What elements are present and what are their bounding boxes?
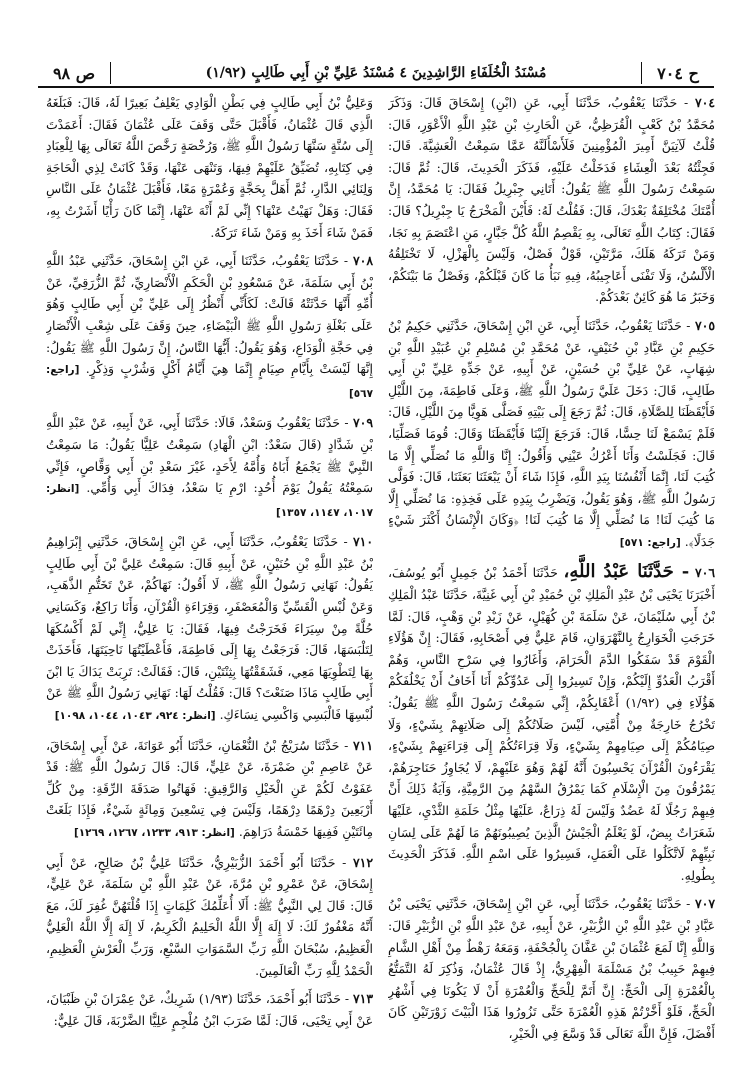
- hadith-text-block: [46, 250, 373, 405]
- hadith-number: ٧١٠: [353, 534, 373, 550]
- hadith-text: - حَدَّثَنَا يَعْقُوبُ، حَدَّثَنَا أَبِي، عَنِ ابْنِ إِسْحَاقَ، حَدَّثَنِي حَكِيمُ بْنُ حَكِيمِ بْنِ عَبَّادِ بْنِ حُنَيْفٍ، عَنْ مُحَمَّدِ بْنِ مُسْلِمِ بْنِ عُبَيْدِ اللَّهِ بْنِ شِهَابٍ، عَنْ عَلِيِّ بْنِ حُسَيْنٍ، عَنْ أَبِيهِ، عَنْ جَدِّهِ عَلِيِّ بْنِ أَبِي طَالِبٍ، قَالَ: دَخَلَ عَلَيَّ رَسُولُ اللَّهِ ﷺ، وَعَلَى فَاطِمَةَ، مِنَ اللَّيْلِ فَأَيْقَظَنَا لِلصَّلَاةِ، قَالَ: ثُمَّ رَجَعَ إِلَى بَيْتِهِ فَصَلَّى هَوِيًّا مِنَ اللَّيْلِ، قَالَ: فَلَمْ يَسْمَعْ لَنَا حِسًّا، قَالَ: فَرَجَعَ إِلَيْنَا فَأَيْقَظَنَا وَقَالَ: قُومَا فَصَلِّيَا، قَالَ: فَجَلَسْتُ وَأَنَا أَعْرُكُ عَيْنِي وَأَقُولُ: إِنَّا وَاللَّهِ مَا نُصَلِّي إِلَّا مَا كُتِبَ لَنَا، إِنَّمَا أَنْفُسُنَا بِيَدِ اللَّهِ، فَإِذَا شَاءَ أَنْ يَبْعَثَنَا بَعَثَنَا، قَالَ: فَوَلَّى رَسُولُ اللَّهِ ﷺ، وَهُوَ يَقُولُ، وَيَضْرِبُ بِيَدِهِ عَلَى فَخِذِهِ: مَا نُصَلِّي إِلَّا مَا كُتِبَ لَنَا! مَا نُصَلِّي إِلَّا مَا كُتِبَ لَنَا! ﴿وَكَانَ الْإِنْسَانُ أَكْثَرَ شَيْءٍ جَدَلًا﴾.: [388, 317, 715, 549]
- hadith-text: - حَدَّثَنَا سُرَيْجُ بْنُ النُّعْمَانِ، حَدَّثَنَا أَبُو عَوَانَةَ، عَنْ أَبِي إِسْحَاقَ، عَنْ عَاصِمِ بْنِ ضَمْرَةَ، عَنْ عَلِيٍّ، قَالَ: قَالَ رَسُولُ اللَّهِ ﷺ: قَدْ عَفَوْتُ لَكُمْ عَنِ الْخَيْلِ وَالرَّقِيقِ: فَهَاتُوا صَدَقَةَ الرِّقَةِ: مِنْ كُلِّ أَرْبَعِينَ دِرْهَمًا دِرْهَمًا، وَلَيْسَ فِي تِسْعِينَ وَمِائَةٍ شَيْءٌ، فَإِذَا بَلَغَتْ مِائَتَيْنِ فَفِيهَا خَمْسَةُ دَرَاهِمَ.: [46, 737, 373, 839]
- hadith-text-block: [46, 852, 373, 982]
- hadith-text: - حَدَّثَنَا يَعْقُوبُ وَسَعْدٌ، قَالَا: حَدَّثَنَا أَبِي، عَنْ أَبِيهِ، عَنْ عَبْدِ اللَّهِ بْنِ شَدَّادٍ (قَالَ سَعْدٌ: ابْنِ الْهَادِ) سَمِعْتُ عَلِيًّا يَقُولُ: مَا سَمِعْتُ النَّبِيَّ ﷺ يَجْمَعُ أَبَاهُ وَأُمَّهُ لِأَحَدٍ، غَيْرَ سَعْدِ بْنِ أَبِي وَقَّاصٍ، فَإِنِّي سَمِعْتُهُ يَقُولُ يَوْمَ أُحُدٍ: ارْمِ يَا سَعْدُ، فِدَاكَ أَبِي وَأُمِّي.: [46, 415, 373, 496]
- hadith-text-block: [388, 561, 715, 886]
- hadith-reference: [انظر: ١٠١٧، ١١٤٧، ١٣٥٧]: [46, 483, 373, 519]
- hadith-number: ٧٠٤: [695, 95, 715, 110]
- hadith-entry: [388, 893, 715, 1044]
- hadith-text-block: [46, 735, 373, 845]
- hadith-text: - حَدَّثَنَا أَبُو أَحْمَدَ الزُّبَيْرِيُّ، حَدَّثَنَا عَلِيُّ بْنُ صَالِحٍ، عَنْ أَبِي إِسْحَاقَ، عَنْ عَمْرِو بْنِ مُرَّةَ، عَنْ عَبْدِ اللَّهِ بْنِ سَلَمَةَ، عَنْ عَلِيٍّ، قَالَ: قَالَ لِي النَّبِيُّ ﷺ: أَلَا أُعَلِّمُكَ كَلِمَاتٍ إِذَا قُلْتَهُنَّ غُفِرَ لَكَ، مَعَ أَنَّهُ مَغْفُورٌ لَكَ: لَا إِلَهَ إِلَّا اللَّهُ الْحَلِيمُ الْكَرِيمُ، لَا إِلَهَ إِلَّا اللَّهُ الْعَلِيُّ الْعَظِيمُ، سُبْحَانَ اللَّهِ رَبِّ السَّمَوَاتِ السَّبْعِ، وَرَبِّ الْعَرْشِ الْعَظِيمِ، الْحَمْدُ لِلَّهِ رَبِّ الْعَالَمِينَ.: [46, 854, 373, 978]
- hadith-text-block: [388, 92, 715, 308]
- page-header: [38, 60, 714, 88]
- hadith-text-block: [46, 988, 373, 1031]
- hadith-text: - حَدَّثَنَا أَبُو أَحْمَدَ، حَدَّثَنَا (١/٩٣) شَرِيكٌ، عَنْ عِمْرَانَ بْنِ ظَبْيَانَ، عَنْ أَبِي تِحْيَى، قَالَ: لَمَّا ضَرَبَ ابْنُ مُلْجِمٍ عَلِيًّا الضَّرْبَةَ، قَالَ عَلِيٌّ:: [46, 991, 373, 1028]
- hadith-text-block: [46, 412, 373, 524]
- hadith-number: ٧٠٨: [353, 253, 373, 269]
- hadith-entry: [46, 92, 373, 243]
- hadith-number: ٧٠٩: [353, 415, 373, 431]
- hadith-entry: [388, 315, 715, 555]
- hadith-number: ٧٠٦: [695, 565, 715, 581]
- hadith-number: ٧٠٥: [695, 317, 715, 333]
- left-column: [46, 92, 373, 1076]
- header-divider: [641, 62, 642, 84]
- header-title: مُسْنَدُ الْخُلَفَاءِ الرَّاشِدِينَ ٤ مُسْنَدُ عَلِيِّ بْنِ أَبِي طَالِبٍ (١/٩٢): [205, 65, 547, 81]
- hadith-entry: [388, 561, 715, 886]
- right-column: [388, 92, 715, 1076]
- hadith-text: وَعَلِيُّ بْنُ أَبِي طَالِبٍ فِي بَطْنِ الْوَادِي يَعْلِفُ بَعِيرًا لَهُ، قَالَ: فَبَلَغَهُ الَّذِي قَالَ عُثْمَانُ، فَأَقْبَلَ حَتَّى وَقَفَ عَلَى عُثْمَانَ فَقَالَ: أَعَمَدْتَ إِلَى سُنَّةٍ سَنَّهَا رَسُولُ اللَّهِ ﷺ، وَرُخْصَةٍ رَخَّصَ اللَّهُ تَعَالَى بِهَا لِلْعِبَادِ فِي كِتَابِهِ، تُضَيِّقُ عَلَيْهِمْ فِيهَا، وَتَنْهَى عَنْهَا، وَقَدْ كَانَتْ لِذِي الْحَاجَةِ وَلِنَائِي الدَّارِ، ثُمَّ أَهَلَّ بِحَجَّةٍ وَعُمْرَةٍ مَعًا، فَأَقْبَلَ عُثْمَانُ عَلَى النَّاسِ فَقَالَ: وَهَلْ نَهَيْتُ عَنْهَا؟ إِنِّي لَمْ أَنْهَ عَنْهَا، إِنَّمَا كَانَ رَأْيًا أَشَرْتُ بِهِ، فَمَنْ شَاءَ أَخَذَ بِهِ وَمَنْ شَاءَ تَرَكَهُ.: [46, 95, 373, 240]
- hadith-reference: [انظر: ٩٢٤، ١٠٤٣، ١٠٤٤، ١٠٩٨]: [54, 710, 216, 723]
- hadith-reference: [راجع: ٥٦٧]: [46, 364, 373, 400]
- hadith-entry: [46, 735, 373, 845]
- hadith-text-block: [46, 92, 373, 243]
- hadith-text-block: [46, 531, 373, 727]
- hadith-entry: [46, 412, 373, 524]
- hadith-entry: [46, 250, 373, 405]
- hadith-text: حَدَّثَنَا أَحْمَدُ بْنُ جَمِيلٍ أَبُو يُوسُفَ، أَخْبَرَنَا يَحْيَى بْنُ عَبْدِ الْمَلِكِ بْنِ حُمَيْدِ بْنِ أَبِي غَنِيَّةَ، حَدَّثَنَا عَبْدُ الْمَلِكِ بْنُ أَبِي سُلَيْمَانَ، عَنْ سَلَمَةَ بْنِ كُهَيْلٍ، عَنْ زَيْدِ بْنِ وَهْبٍ، قَالَ: لَمَّا خَرَجَتِ الْخَوَارِجُ بِالنَّهْرَوَانِ، قَامَ عَلِيٌّ فِي أَصْحَابِهِ، فَقَالَ: إِنَّ هَؤُلَاءِ الْقَوْمَ قَدْ سَفَكُوا الدَّمَ الْحَرَامَ، وَأَغَارُوا فِي سَرْحِ النَّاسِ، وَهُمْ أَقْرَبُ الْعَدُوِّ إِلَيْكُمْ، وَإِنْ تَسِيرُوا إِلَى عَدُوِّكُمْ أَنَا أَخَافُ أَنْ يَخْلُفَكُمْ هَؤُلَاءِ فِي (١/٩٢) أَعْقَابِكُمْ، إِنِّي سَمِعْتُ رَسُولَ اللَّهِ ﷺ يَقُولُ: تَخْرُجُ خَارِجَةٌ مِنْ أُمَّتِي، لَيْسَ صَلَاتُكُمْ إِلَى صَلَاتِهِمْ بِشَيْءٍ، وَلَا صِيَامُكُمْ إِلَى صِيَامِهِمْ بِشَيْءٍ، وَلَا قِرَاءَتُكُمْ إِلَى قِرَاءَتِهِمْ بِشَيْءٍ، يَقْرَءُونَ الْقُرْآنَ يَحْسِبُونَ أَنَّهُ لَهُمْ وَهُوَ عَلَيْهِمْ، لَا يُجَاوِزُ حَنَاجِرَهُمْ، يَمْرُقُونَ مِنَ الْإِسْلَامِ كَمَا يَمْرُقُ السَّهْمُ مِنَ الرَّمِيَّةِ، وَآيَةُ ذَلِكَ أَنَّ فِيهِمْ رَجُلًا لَهُ عَضُدٌ وَلَيْسَ لَهُ ذِرَاعٌ، عَلَيْهَا مِثْلُ حَلَمَةِ الثَّدْيِ، عَلَيْهَا شَعَرَاتٌ بِيضٌ، لَوْ يَعْلَمُ الْجَيْشُ الَّذِينَ يُصِيبُونَهُمْ مَا لَهُمْ عَلَى لِسَانِ نَبِيِّهِمْ لَاتَّكَلُوا عَلَى الْعَمَلِ، فَسِيرُوا عَلَى اسْمِ اللَّهِ. فَذَكَرَ الْحَدِيثَ بِطُولِهِ.: [388, 565, 715, 883]
- header-page-number: ص ٩٨: [52, 63, 96, 83]
- hadith-text: - حَدَّثَنَا يَعْقُوبُ، حَدَّثَنَا أَبِي، عَنِ ابْنِ إِسْحَاقَ، حَدَّثَنِي يَحْيَى بْنُ عَبَّادِ بْنِ عَبْدِ اللَّهِ بْنِ الزُّبَيْرِ، عَنْ أَبِيهِ، عَنْ عَبْدِ اللَّهِ بْنِ الزُّبَيْرِ قَالَ: وَاللَّهِ إِنَّا لَمَعَ عُثْمَانَ بْنِ عَفَّانَ بِالْجُحْفَةِ، وَمَعَهُ رَهْطٌ مِنْ أَهْلِ الشَّامِ فِيهِمْ حَبِيبُ بْنُ مَسْلَمَةَ الْفِهْرِيُّ، إِذْ قَالَ عُثْمَانُ، وَذُكِرَ لَهُ التَّمَتُّعُ بِالْعُمْرَةِ إِلَى الْحَجِّ: إِنَّ أَتَمَّ لِلْحَجِّ وَالْعُمْرَةِ أَنْ لَا يَكُونَا فِي أَشْهُرِ الْحَجِّ، فَلَوْ أَخَّرْتُمْ هَذِهِ الْعُمْرَةَ حَتَّى تَزُورُوا هَذَا الْبَيْتَ زَوْرَتَيْنِ كَانَ أَفْضَلَ، فَإِنَّ اللَّهَ تَعَالَى قَدْ وَسَّعَ فِي الْخَيْرِ،: [388, 896, 715, 1041]
- hadith-text-block: [388, 315, 715, 555]
- hadith-heading: - حَدَّثَنَا عَبْدُ اللَّهِ،: [563, 561, 690, 583]
- hadith-text-block: [388, 893, 715, 1044]
- hadith-reference: [انظر: ٩١٣، ١٢٣٣، ١٢٦٧، ١٢٦٩]: [73, 827, 235, 839]
- hadith-entry: [46, 988, 373, 1031]
- hadith-number: ٧١٢: [353, 854, 373, 870]
- header-divider: [110, 62, 111, 84]
- hadith-entry: [46, 852, 373, 982]
- hadith-text: - حَدَّثَنَا يَعْقُوبُ، حَدَّثَنَا أَبِي، عَنِ ابْنِ إِسْحَاقَ، حَدَّثَنِي إِبْرَاهِيمُ بْنُ عَبْدِ اللَّهِ بْنِ حُنَيْنٍ، عَنْ أَبِيهِ قَالَ: سَمِعْتُ عَلِيَّ بْنَ أَبِي طَالِبٍ يَقُولُ: نَهَانِي رَسُولُ اللَّهِ ﷺ، لَا أَقُولُ: نَهَاكُمْ، عَنْ تَخَتُّمِ الذَّهَبِ، وَعَنْ لُبْسِ الْقَسِّيِّ وَالْمُعَصْفَرِ، وَقِرَاءَةِ الْقُرْآنِ، وَأَنَا رَاكِعٌ، وَكَسَانِي حُلَّةً مِنْ سِيَرَاءَ فَخَرَجْتُ فِيهَا، فَقَالَ: يَا عَلِيُّ، إِنِّي لَمْ أَكْسُكَهَا لِتَلْبَسَهَا، قَالَ: فَرَجَعْتُ بِهَا إِلَى فَاطِمَةَ، فَأَعْطَيْتُهَا نَاحِيَتَهَا، فَأَخَذَتْ بِهَا لِتَطْوِيَهَا مَعِي، فَشَقَقْتُهَا بِثِنْتَيْنِ، قَالَ: فَقَالَتْ: تَرِبَتْ يَدَاكَ يَا ابْنَ أَبِي طَالِبٍ مَاذَا صَنَعْتَ؟ قَالَ: فَقُلْتُ لَهَا: نَهَانِي رَسُولُ اللَّهِ ﷺ عَنْ لُبْسِهَا فَالْبَسِي وَاكْسِي نِسَاءَكِ.: [46, 534, 373, 723]
- hadith-text: - حَدَّثَنَا يَعْقُوبُ، حَدَّثَنَا أَبِي، عَنِ (ابْنِ) إِسْحَاقَ قَالَ: وَذَكَرَ مُحَمَّدُ بْنُ كَعْبٍ الْقُرَظِيُّ، عَنِ الْحَارِثِ بْنِ عَبْدِ اللَّهِ الْأَعْوَرِ، قَالَ: قُلْتُ لَآتِيَنَّ أَمِيرَ الْمُؤْمِنِينَ فَلَأَسْأَلَنَّهُ عَمَّا سَمِعْتُ الْعَشِيَّةَ. قَالَ: فَجِئْتُهُ بَعْدَ الْعِشَاءِ فَدَخَلْتُ عَلَيْهِ، فَذَكَرَ الْحَدِيثَ، قَالَ: ثُمَّ قَالَ: سَمِعْتُ رَسُولَ اللَّهِ ﷺ يَقُولُ: أَتَانِي جِبْرِيلُ فَقَالَ: يَا مُحَمَّدُ، إِنَّ أُمَّتَكَ مُخْتَلِفَةٌ بَعْدَكَ، قَالَ: فَقُلْتُ لَهُ: فَأَيْنَ الْمَخْرَجُ يَا جِبْرِيلُ؟ قَالَ: فَقَالَ: كِتَابُ اللَّهِ تَعَالَى، بِهِ يَقْصِمُ اللَّهُ كُلَّ جَبَّارٍ، مَنِ اعْتَصَمَ بِهِ نَجَا، وَمَنْ تَرَكَهُ هَلَكَ، مَرَّتَيْنِ، قَوْلٌ فَصْلٌ، وَلَيْسَ بِالْهَزْلِ، لَا تَخْتَلِقُهُ الْأَلْسُنُ، وَلَا تَفْنَى أَعَاجِيبُهُ، فِيهِ نَبَأُ مَا كَانَ قَبْلَكُمْ، وَفَصْلُ مَا بَيْنَكُمْ، وَخَبَرُ مَا هُوَ كَائِنٌ بَعْدَكُمْ.: [388, 95, 715, 305]
- header-hadith-number: ح ٧٠٤: [657, 63, 699, 83]
- hadith-reference: [راجع: ٥٧١]: [619, 536, 681, 549]
- hadith-number: ٧٠٧: [695, 896, 715, 912]
- hadith-number: ٧١٣: [353, 991, 373, 1007]
- hadith-entry: [46, 531, 373, 727]
- hadith-number: ٧١١: [353, 737, 373, 753]
- hadith-entry: [388, 92, 715, 308]
- hadith-text: - حَدَّثَنَا يَعْقُوبُ، حَدَّثَنَا أَبِي، عَنِ ابْنِ إِسْحَاقَ، حَدَّثَنِي عَبْدُ اللَّهِ بْنُ أَبِي سَلَمَةَ، عَنْ مَسْعُودِ بْنِ الْحَكَمِ الْأَنْصَارِيِّ، ثُمَّ الزُّرَقِيِّ، عَنْ أُمِّهِ أَنَّهَا حَدَّثَتْهُ قَالَتْ: لَكَأَنِّي أَنْظُرُ إِلَى عَلِيِّ بْنِ أَبِي طَالِبٍ وَهُوَ عَلَى بَغْلَةِ رَسُولِ اللَّهِ ﷺ الْبَيْضَاءِ، حِينَ وَقَفَ عَلَى شِعْبِ الْأَنْصَارِ فِي حَجَّةِ الْوَدَاعِ، وَهُوَ يَقُولُ: أَيُّهَا النَّاسُ، إِنَّ رَسُولَ اللَّهِ ﷺ يَقُولُ: إِنَّهَا لَيْسَتْ بِأَيَّامِ صِيَامٍ إِنَّمَا هِيَ أَيَّامُ أَكْلٍ وَشُرْبٍ وَذِكْرٍ.: [46, 253, 373, 377]
